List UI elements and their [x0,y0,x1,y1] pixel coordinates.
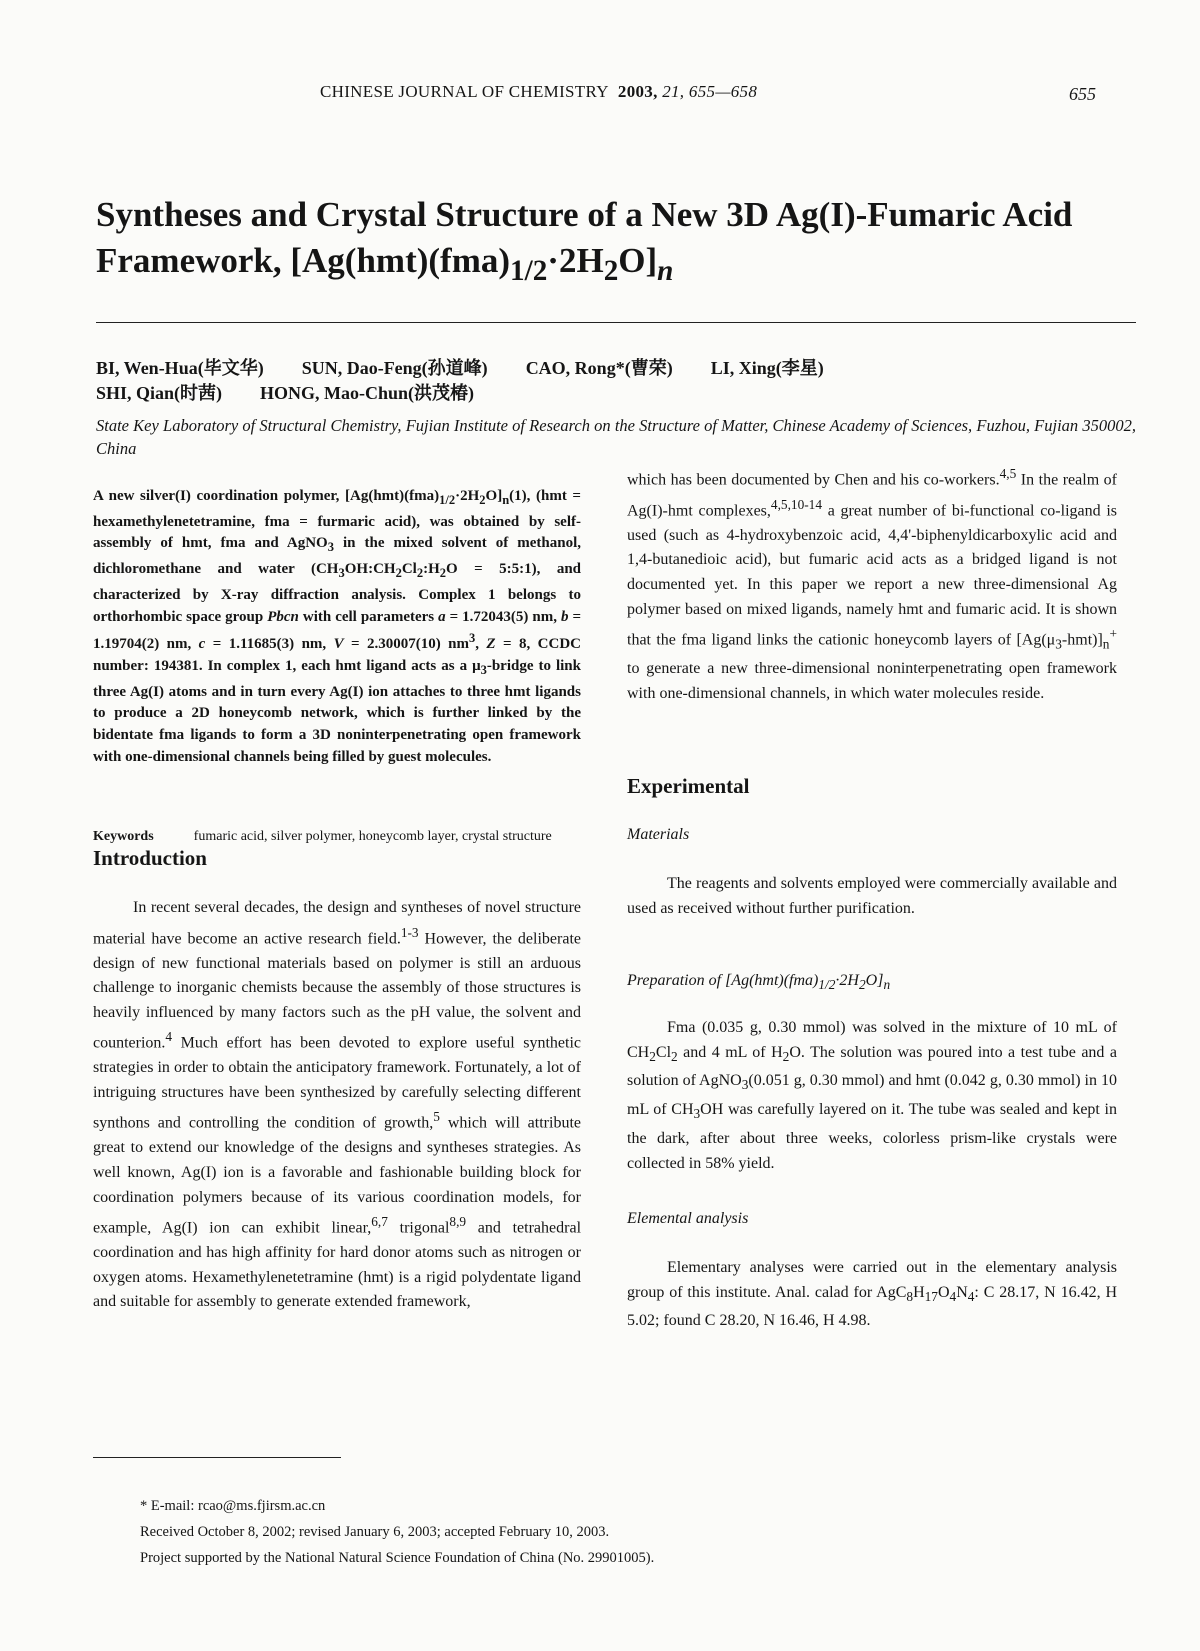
keywords [93,826,581,848]
journal-volume: 21, [662,82,685,101]
materials-paragraph: The reagents and solvents employed were commercially available and used as received without further purification. [627,875,1117,917]
experimental-heading: Experimental [627,774,750,798]
elemental-heading: Elemental analysis [627,1210,749,1227]
author-6: HONG, Mao-Chun(洪茂椿) [260,383,475,403]
introduction-paragraph: In recent several decades, the design and syntheses of novel structure material have become an active research field.$^{1-3}$ However, the deliberate design of new functional materials based on polymer is still an arduous challenge to inorganic chemists because the assembly of those structures is heavily influenced by many factors such as the pH value, the solvent and counterion.$^4$ Much effort has been devoted to explore useful synthetic strategies in order to obtain the anticipatory framework. Fortunately, a lot of intriguing structures have been synthesized by carefully selecting different synthons and controlling the condition of growth,$^5$ which will attribute great to extend our knowledge of the designs and syntheses strategies. As well known, Ag(I) ion is a favorable and fashionable building block for coordination polymers because of its various coordination models, for example, Ag(I) ion can exhibit linear,$^{6,7}$ trigonal$^{8,9}$ and tetrahedral coordination and has high affinity for hard donor atoms such as nitrogen or oxygen atoms. Hexamethylenetetramine (hmt) is a rigid polydentate ligand and suitable for assembly to generate extended framework, [93,899,582,1311]
footnote-funding: Project supported by the National Natural Science Foundation of China (No. 29901005). [140,1550,655,1566]
footnote-email: * E-mail: rcao@ms.fjirsm.ac.cn [140,1498,326,1514]
materials-body [627,872,1117,921]
author-1: BI, Wen-Hua(毕文华) [96,358,264,378]
article-title: Syntheses and Crystal Structure of a New 3D Ag(I)-Fumaric Acid Framework, $[Ag(hmt)(fma)_{1/2}\cdot 2H_2O]_n$ [96,195,1073,287]
affiliation: State Key Laboratory of Structural Chemistry, Fujian Institute of Research on the Structure of Matter, Chinese Academy of Sciences, Fuzhou, Fujian 350002, China [96,416,1136,458]
author-2: SUN, Dao-Feng(孙道峰) [301,358,488,378]
footnote-received: Received October 8, 2002; revised January 6, 2003; accepted February 10, 2003. [140,1524,610,1540]
footnote-rule [93,1457,341,1458]
introduction-heading: Introduction [93,846,207,870]
author-list [96,356,1136,406]
journal-name: CHINESE JOURNAL OF CHEMISTRY [320,82,609,101]
elemental-body [627,1256,1117,1334]
author-5: SHI, Qian(时茜) [96,383,223,403]
introduction-continuation-paragraph: which has been documented by Chen and his co-workers.$^{4,5}$ In the realm of Ag(I)-hmt complexes,$^{4,5,10-14}$ a great number of bi-functional co-ligand is used (such as 4-hydroxybenzoic acid, 4,4'-biphenyldicarboxylic acid and 1,4-butanedioic acid), but fumaric acid acts as a bridged ligand is not documented yet. In this paper we report a new three-dimensional Ag polymer based on mixed ligands, namely hmt and fumaric acid. It is shown that the fma ligand links the cationic honeycomb layers of $[Ag(\mu_3-hmt)]_n^+$ to generate a new three-dimensional noninterpenetrating open framework with one-dimensional channels, in which water molecules reside. [627,466,1118,702]
introduction-body [93,896,581,1315]
preparation-heading: Preparation of $[Ag(hmt)(fma)_{1/2}\cdot 2H_2O]_n$ [627,972,891,993]
keywords-label: Keywords [93,829,154,844]
elemental-paragraph: Elementary analyses were carried out in the elementary analysis group of this institute. Anal. calad for $AgC_8H_{17}O_4N_4$: C 28.17, N 16.42, H 5.02; found C 28.20, N 16.46, H 4.98. [627,1259,1117,1330]
author-3: CAO, Rong*(曹荣) [525,358,673,378]
preparation-paragraph: Fma (0.035 g, 0.30 mmol) was solved in the mixture of 10 mL of $CH_2Cl_2$ and 4 mL of $H_2O$. The solution was poured into a test tube and a solution of AgNO$_3$(0.051 g, 0.30 mmol) and hmt (0.042 g, 0.30 mmol) in 10 mL of $CH_3OH$ was carefully layered on it. The tube was sealed and kept in the dark, after about three weeks, colorless prism-like crystals were collected in 58% yield. [627,1019,1118,1172]
materials-heading: Materials [627,826,690,843]
journal-year: 2003, [617,82,658,101]
introduction-continuation [627,462,1117,707]
journal-pages: 655—658 [688,82,758,101]
preparation-body [627,1016,1117,1176]
keywords-text: fumaric acid, silver polymer, honeycomb layer, crystal structure [193,829,552,844]
abstract: A new silver(I) coordination polymer, $[Ag(hmt)(fma)_{1/2}\cdot 2H_2O]_n(1)$, (hmt = hexamethylenetetramine, fma = furmaric acid), was obtained by self-assembly of hmt, fma and AgNO$_3$ in the mixed solvent of methanol, dichloromethane and water ($CH_3OH:CH_2Cl_2:H_2O$ = 5:5:1), and characterized by X-ray diffraction analysis. Complex 1 belongs to orthorhombic space group Pbcn with cell parameters a = 1.72043(5) nm, b = 1.19704(2) nm, c = 1.11685(3) nm, V = 2.30007(10) $nm^3$, Z = 8, CCDC number: 194381. In complex 1, each hmt ligand acts as a $\mu_3$-bridge to link three Ag(I) atoms and in turn every Ag(I) ion attaches to three hmt ligands to produce a 2D honeycomb network, which is further linked by the bidentate fma ligands to form a 3D noninterpenetrating open framework with one-dimensional channels being filled by guest molecules. [93,488,582,765]
title-rule [96,322,1136,323]
author-4: LI, Xing(李星) [710,358,824,378]
footnotes [140,1493,1140,1571]
running-header [320,82,757,102]
page-number: 655 [1069,84,1096,104]
